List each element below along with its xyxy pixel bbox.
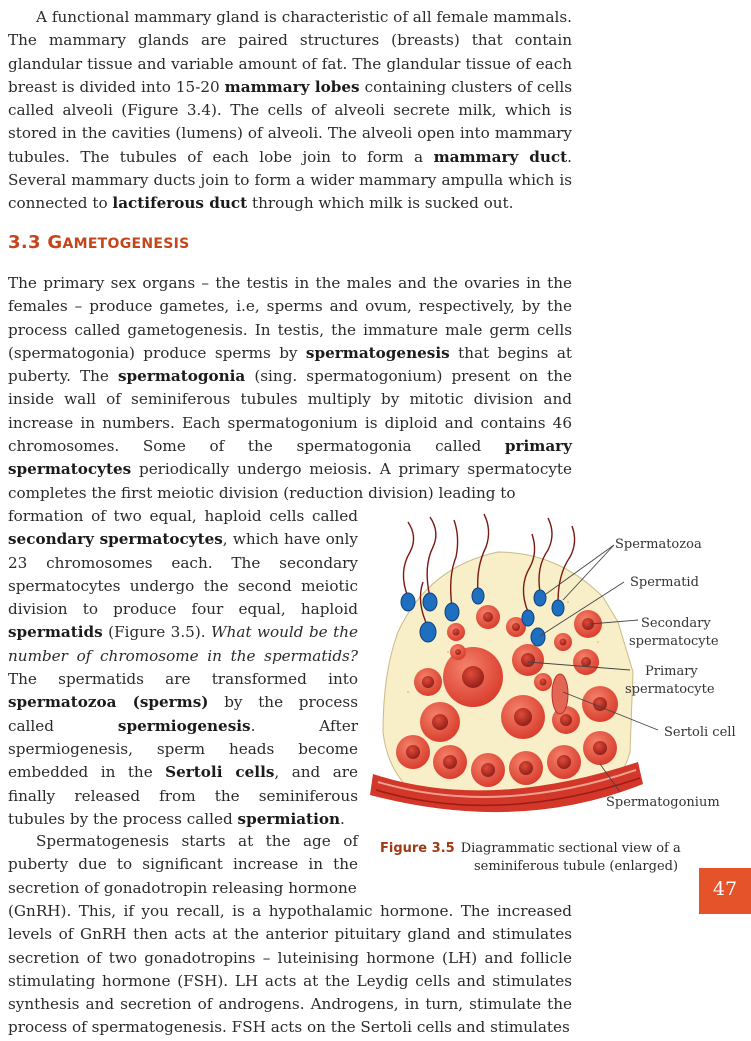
label-spermatogonium: Spermatogonium (606, 795, 720, 810)
spermatocyte-paragraph: formation of two equal, haploid cells called secondary spermatocytes, which have only 23 chromosomes each. The secondary spermatocytes undergo the second meiotic division to produce four equal, haploid spermatids (Figure 3.5). What would be the number of chromosome in the spermatids? The spermatids are transformed into spermatozoa (sperms) by the process called spermiogenesis. After spermiogenesis, sperm heads become embedded in the Sertoli cells, and are finally released from the seminiferous tubules by the process called spermiation. (8, 507, 359, 828)
term-spermiogenesis: spermiogenesis (117, 716, 251, 735)
intro-paragraph: A functional mammary gland is characteristic of all female mammals. The mammary glands are paired structures (breasts) that contain glandular tissue and variable amount of fat. The glandular tissue of each breast is divided into 15-20 mammary lobes containing clusters of cells called alveoli (Figure 3.4). The cells of alveoli secrete milk, which is stored in the cavities (lumens) of alveoli. The alveoli open into mammary tubules. The tubules of each lobe join to form a mammary duct. Several mammary ducts join to form a wider mammary ampulla which is connected to lactiferous duct through which milk is sucked out. (8, 8, 572, 213)
caption-line-1: Diagrammatic sectional view of a (460, 841, 681, 856)
page-number: 47 (699, 868, 751, 914)
term-lactiferous-duct: lactiferous duct (112, 194, 248, 213)
term-spermiation: spermiation (237, 809, 341, 828)
term-spermatogenesis: spermatogenesis (305, 343, 450, 362)
caption-label: Figure 3.5 (380, 841, 455, 856)
label-sertoli: Sertoli cell (664, 725, 736, 740)
section-heading (8, 232, 190, 253)
sertoli-cell (552, 674, 568, 714)
puberty-paragraph-continued: (GnRH). This, if you recall, is a hypothalamic hormone. The increased levels of GnRH then acts at the anterior pituitary gland and stimulates secretion of two gonadotropins – luteinising hormone (LH) and follicle stimulating hormone (FSH). LH acts at the Leydig cells and stimulates synthesis and secretion of androgens. Androgens, in turn, stimulate the process of spermatogenesis. FSH acts on the Sertoli cells and stimulates (8, 902, 572, 1037)
puberty-paragraph-start: Spermatogenesis starts at the age of puberty due to significant increase in the secretion of gonadotropin releasing hormone (8, 832, 358, 897)
term-secondary-spermatocytes: secondary spermatocytes (8, 530, 223, 549)
label-spermatid: Spermatid (630, 575, 699, 590)
figure-caption (380, 840, 750, 876)
term-spermatozoa: spermatozoa (sperms) (8, 693, 209, 712)
term-mammary-duct: mammary duct (433, 147, 568, 166)
term-primary-spermatocytes: primary spermatocytes (8, 437, 572, 479)
label-primary-2: spermatocyte (625, 682, 715, 697)
term-spermatids: spermatids (8, 623, 103, 642)
caption-line-2: seminiferous tubule (enlarged) (474, 859, 679, 874)
label-primary-1: Primary (645, 664, 698, 679)
question-text: What would be the number of chromosome in the spermatids? (8, 623, 358, 665)
term-mammary-lobes: mammary lobes (224, 77, 360, 96)
term-spermatogonia: spermatogonia (117, 367, 246, 386)
gametogenesis-paragraph: The primary sex organs – the testis in the males and the ovaries in the females – produce gametes, i.e, sperms and ovum, respectively, by the process called gametogenesis. In testis, the immature male germ cells (spermatogonia) produce sperms by spermatogenesis that begins at puberty. The spermatogonia (sing. spermatogonium) present on the inside wall of seminiferous tubules multiply by mitotic division and increase in numbers. Each spermatogonium is diploid and contains 46 chromosomes. Some of the spermatogonia called primary spermatocytes periodically undergo meiosis. A primary spermatocyte completes the first meiotic division (reduction division) leading to (8, 274, 572, 502)
section-number: 3.3 (8, 232, 41, 253)
seminiferous-tubule-figure (368, 512, 751, 830)
label-spermatozoa: Spermatozoa (615, 537, 702, 552)
section-title-rest: AMETOGENESIS (62, 236, 190, 252)
term-sertoli-cells: Sertoli cells (165, 763, 275, 782)
label-secondary-1: Secondary (641, 616, 711, 631)
label-secondary-2: spermatocyte (629, 634, 719, 649)
section-title-initial: G (47, 232, 63, 253)
